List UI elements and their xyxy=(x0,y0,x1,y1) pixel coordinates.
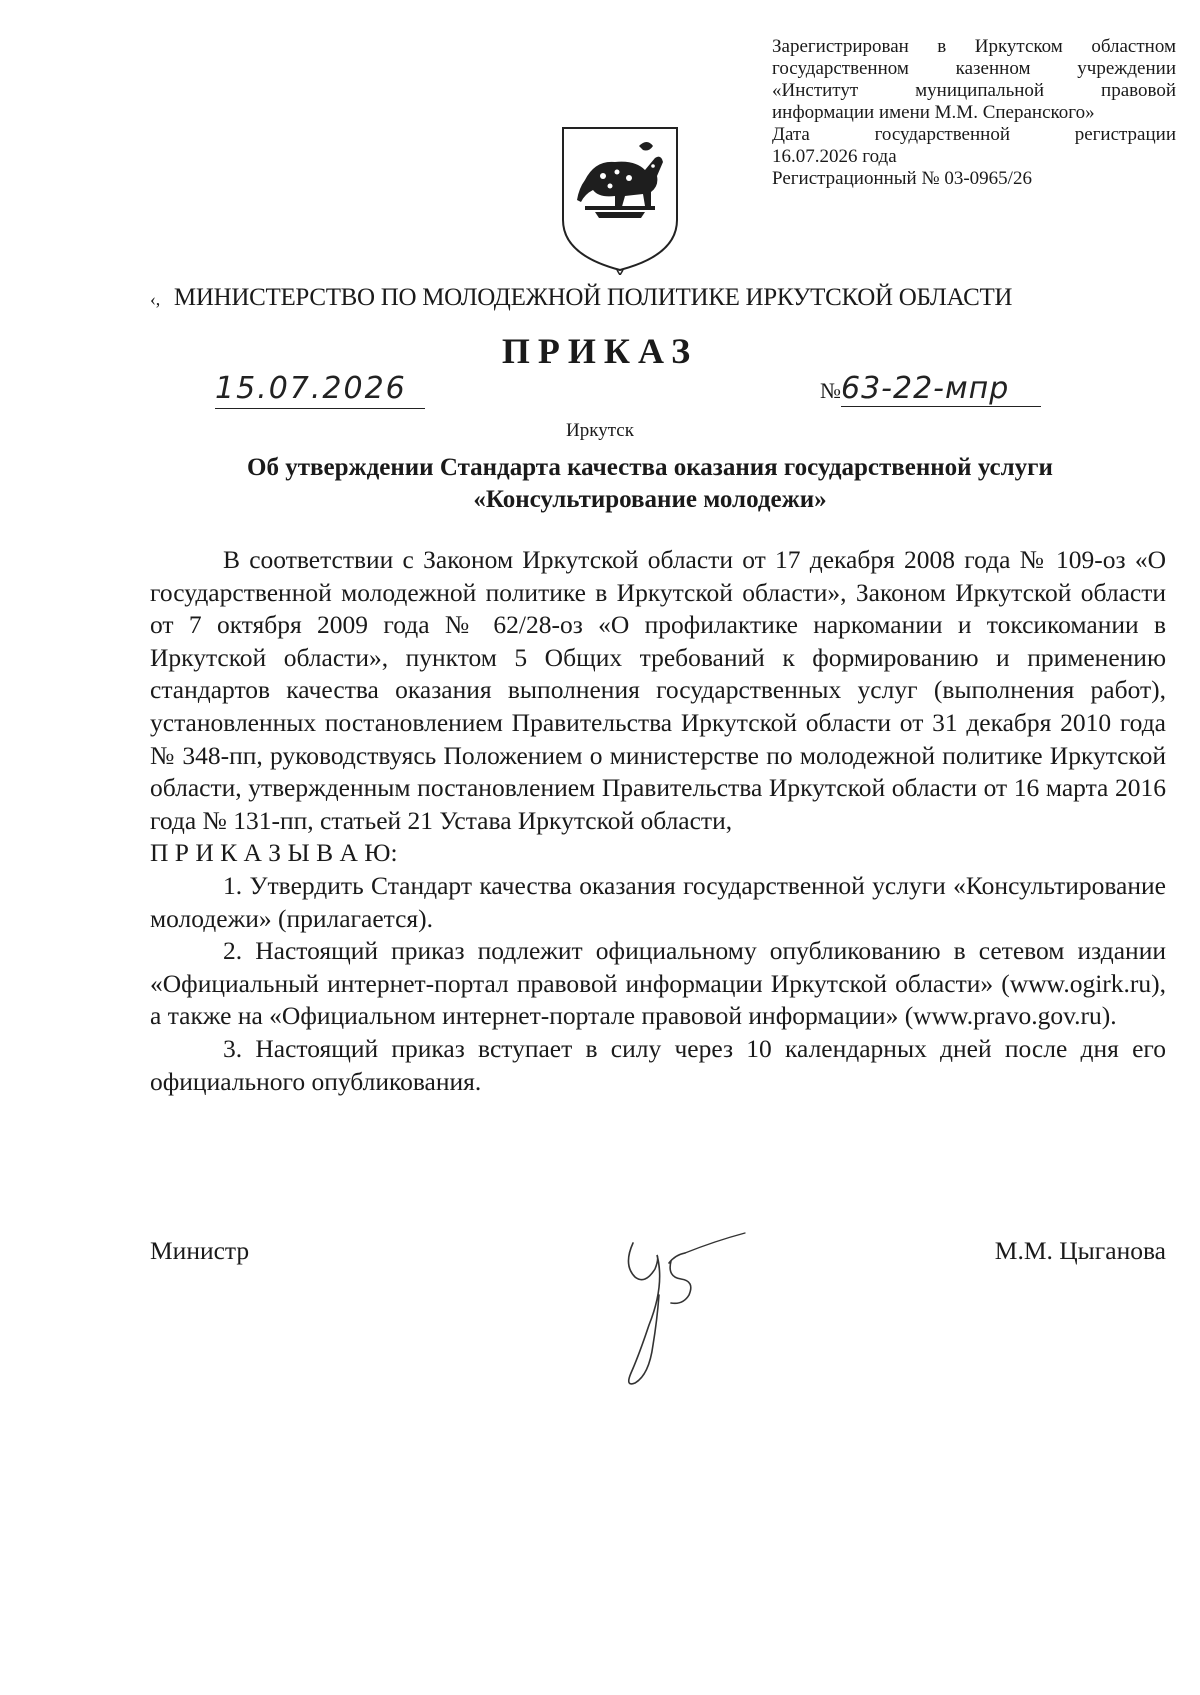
signatory-position: Министр xyxy=(150,1236,250,1265)
order-number: 63-22-мпр xyxy=(841,372,1041,407)
ministry-title: МИНИСТЕРСТВО ПО МОЛОДЕЖНОЙ ПОЛИТИКЕ ИРКУТСКОЙ ОБЛАСТИ xyxy=(173,284,1013,311)
order-number-field xyxy=(820,372,1041,409)
registration-stamp xyxy=(772,36,1176,190)
registration-number: Регистрационный № 03-0965/26 xyxy=(772,168,1032,189)
order-subject xyxy=(150,452,1150,516)
registration-line: информации имени М.М. Сперанского» xyxy=(772,102,1095,123)
order-item-2: 2. Настоящий приказ подлежит официальному опубликованию в сетевом издании «Официальный интернет-портал правовой информации Иркутской области» (www.ogirk.ru), а также на «Официальном интернет-портале правовой информации» (www.pravo.gov.ru). xyxy=(150,936,1166,1031)
order-word: П Р И К А З Ы В А Ю: xyxy=(150,838,398,868)
signatory-name: М.М. Цыганова xyxy=(994,1236,1166,1265)
registration-line: Дата государственной регистрации xyxy=(772,124,1176,145)
document-type: ПРИКАЗ xyxy=(501,331,699,371)
registration-line: Зарегистрирован в Иркутском областном xyxy=(772,36,1176,57)
subject-line: «Консультирование молодежи» xyxy=(473,486,827,513)
handwritten-signature xyxy=(605,1225,785,1395)
subject-line: Об утверждении Стандарта качества оказания государственной услуги xyxy=(247,454,1053,481)
order-date: 15.07.2026 xyxy=(215,372,425,409)
order-body xyxy=(150,544,1166,1098)
preamble-paragraph: В соответствии с Законом Иркутской области от 17 декабря 2008 года № 109-оз «О государственной молодежной политике в Иркутской области», Законом Иркутской области от 7 октября 2009 года № 62/28-оз «О профилактике наркомании и токсикомании в Иркутской области», пунктом 5 Общих требований к формированию и применению стандартов качества оказания выполнения государственных услуг (выполнения работ), установленных постановлением Правительства Иркутской области от 31 декабря 2010 года № 348-пп, руководствуясь Положением о министерстве по молодежной политике Иркутской области, утвержденным постановлением Правительства Иркутской области от 16 марта 2016 года № 131-пп, статьей 21 Устава Иркутской области, xyxy=(150,545,1166,835)
registration-line: государственном казенном учреждении xyxy=(772,58,1176,79)
registration-line: «Институт муниципальной правовой xyxy=(772,80,1176,101)
ministry-name xyxy=(150,283,1050,314)
registration-date: 16.07.2026 года xyxy=(772,146,897,167)
margin-mark: ‹, xyxy=(150,289,160,309)
city: Иркутск xyxy=(566,420,634,441)
order-item-1: 1. Утвердить Стандарт качества оказания государственной услуги «Консультирование молодежи» (прилагается). xyxy=(150,870,1166,933)
number-sign: № xyxy=(820,378,841,403)
order-item-3: 3. Настоящий приказ вступает в силу через 10 календарных дней после дня его официального опубликования. xyxy=(150,1033,1166,1096)
coat-of-arms-icon xyxy=(555,120,685,275)
